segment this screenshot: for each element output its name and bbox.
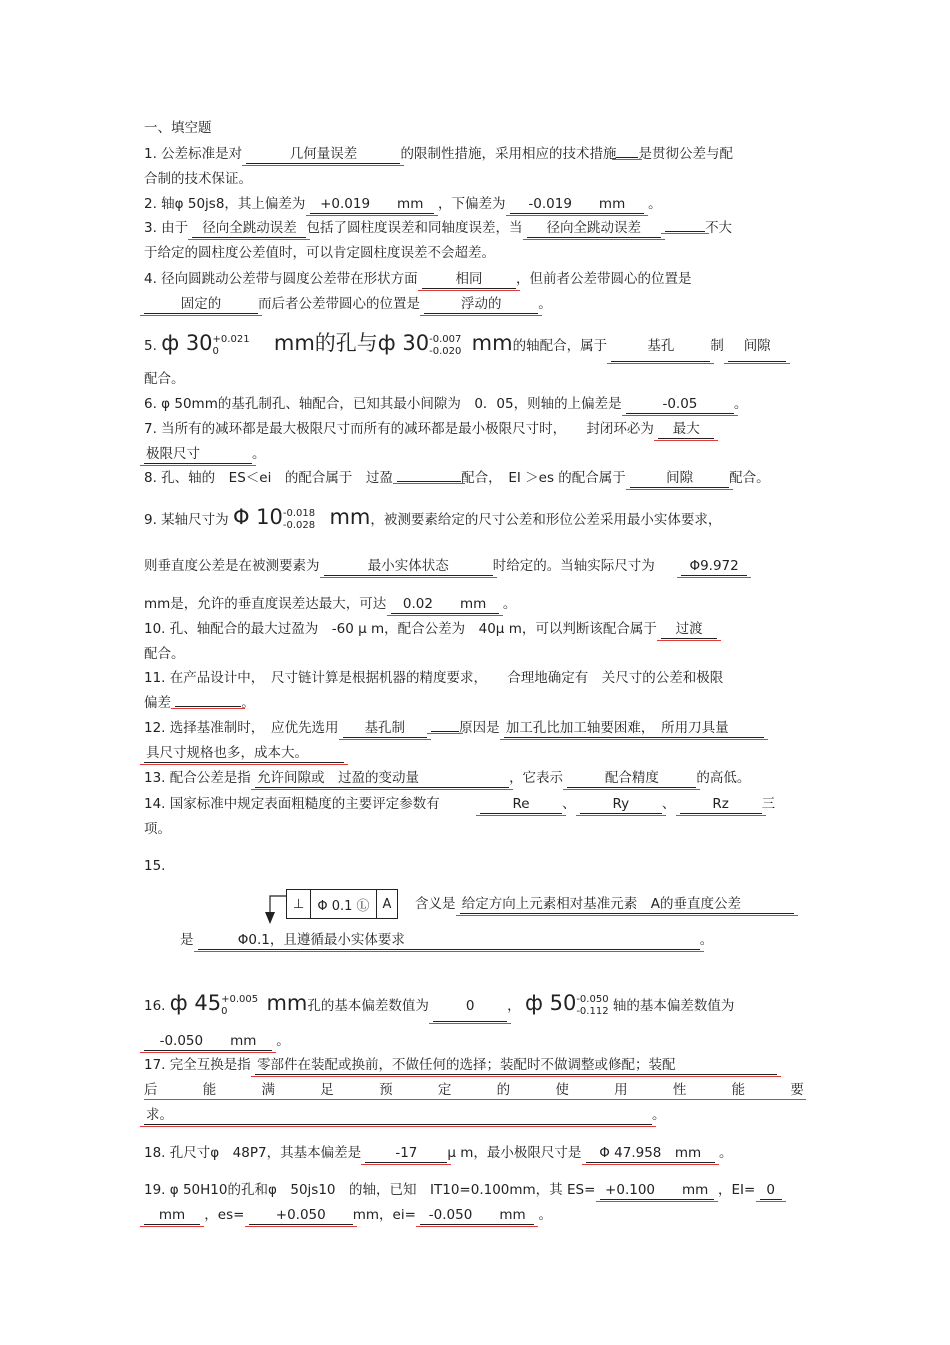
- question-11-cont: 偏差 。: [144, 695, 255, 711]
- answer-blank: 最小实体状态: [324, 557, 493, 576]
- question-14-cont: 项。: [144, 821, 171, 837]
- answer-blank: 基孔制: [343, 719, 427, 738]
- question-10: 10. 孔、轴配合的最大过盈为 -60 μ m，配合公差为 40μ m，可以判断该配合属于 过渡: [144, 620, 717, 639]
- answer-blank: -0.050 mm: [144, 1032, 272, 1051]
- question-13: 13. 配合公差是指 允许间隙或 过盈的变动量 ，它表示 配合精度 的高低。: [144, 770, 751, 786]
- answer-blank: 加工孔比加工轴要困难， 所用刀具量: [504, 719, 764, 738]
- datum-reference: A: [382, 896, 392, 912]
- question-5: 5. ф 30 +0.021 0 mm的孔与ф 30 -0.007 -0.020 mm的轴配合，属于 基孔 制 间隙: [144, 328, 786, 362]
- question-5-cont: 配合。: [144, 371, 185, 387]
- answer-blank: 配合精度: [567, 769, 696, 788]
- section-heading: 一、填空题: [144, 120, 212, 136]
- answer-blank: -0.019 mm: [510, 195, 644, 214]
- question-3-cont: 于给定的圆柱度公差值时，可以肯定圆柱度误差不会超差。: [144, 245, 495, 261]
- answer-blank: 径向全跳动误差: [527, 219, 661, 238]
- answer-blank: 固定的: [144, 295, 258, 314]
- question-15: 15.: [144, 858, 166, 874]
- question-15-cont: 是 Φ0.1，且遵循最小实体要求 。: [180, 932, 714, 948]
- question-10-cont: 配合。: [144, 646, 185, 662]
- question-14: 14. 国家标准中规定表面粗糙度的主要评定参数有 Re 、 Ry 、 Rz 三: [144, 796, 776, 812]
- question-1: 1. 公差标准是对 几何量误差 的限制性措施，采用相应的技术措施 是贯彻公差与配: [144, 146, 733, 162]
- question-15-meaning: 含义是 给定方向上元素相对基准元素 A的垂直度公差: [415, 895, 794, 914]
- question-9-cont: 则垂直度公差是在被测要素为 最小实体状态 时给定的。当轴实际尺寸为 Φ9.972: [144, 557, 747, 576]
- question-4: 4. 径向圆跳动公差带与圆度公差带在形状方面 相同 ，但前者公差带圆心的位置是: [144, 271, 692, 287]
- feature-control-frame: [286, 889, 398, 919]
- answer-blank: Re: [480, 795, 562, 814]
- question-19: 19. φ 50H10的孔和φ 50js10 的轴，已知 IT10=0.100mm，其 ES= +0.100 mm ，EI= 0: [144, 1181, 782, 1200]
- answer-blank: 过渡: [661, 620, 717, 639]
- answer-blank: 最大: [658, 420, 714, 439]
- question-17: 17. 完全互换是指 零部件在装配或换前，不做任何的选择；装配时不做调整或修配；装配: [144, 1056, 777, 1075]
- answer-blank: [431, 731, 459, 732]
- question-18: 18. 孔尺寸φ 48P7，其基本偏差是 -17 μ m，最小极限尺寸是 Φ 47.958 mm 。: [144, 1145, 733, 1161]
- answer-blank: -17: [365, 1144, 447, 1163]
- question-17-cont2: 求。 。: [146, 1107, 666, 1123]
- question-1-cont: 合制的技术保证。: [144, 171, 252, 187]
- answer-blank: [616, 157, 638, 158]
- answer-blank: +0.050: [249, 1206, 353, 1225]
- question-8: 8. 孔、轴的 ES＜ei 的配合属于 过盈 配合， EI ＞es 的配合属于 间隙 配合。: [144, 470, 770, 486]
- answer-blank: 0: [760, 1181, 782, 1200]
- answer-blank: [665, 231, 705, 232]
- answer-blank: -0.050 mm: [420, 1206, 534, 1225]
- question-2: 2. 轴φ 50js8，其上偏差为 +0.019 mm ，下偏差为 -0.019 mm 。: [144, 196, 662, 212]
- answer-blank: Φ9.972: [681, 557, 747, 576]
- answer-blank: +0.100 mm: [600, 1181, 714, 1200]
- answer-blank: Rz: [680, 795, 762, 814]
- answer-blank: 允许间隙或 过盈的变动量: [255, 769, 509, 788]
- answer-underline: [144, 1099, 806, 1100]
- question-11: 11. 在产品设计中， 尺寸链计算是根据机器的精度要求， 合理地确定有 关尺寸的公差和极限: [144, 670, 724, 686]
- question-9-cont2: mm是，允许的垂直度误差达最大，可达 0.02 mm 。: [144, 596, 517, 612]
- answer-blank: 径向全跳动误差: [192, 219, 306, 238]
- question-17-cont: 后 能 满 足 预 定 的 使 用 性 能 要: [144, 1082, 804, 1098]
- answer-blank: 0.02 mm: [391, 595, 499, 614]
- question-12-cont: [144, 744, 344, 763]
- perpendicularity-symbol: ⊥: [287, 890, 311, 918]
- answer-blank: Φ0.1，且遵循最小实体要求: [198, 931, 700, 950]
- answer-blank: 0: [433, 991, 507, 1022]
- answer-blank: +0.019 mm: [310, 195, 434, 214]
- answer-blank: 极限尺寸: [144, 445, 252, 464]
- answer-blank: [175, 706, 241, 707]
- question-16-cont: -0.050 mm 。: [144, 1032, 290, 1051]
- answer-blank: 浮动的: [424, 295, 538, 314]
- tolerance-value: Φ 0.1 Ⓛ: [311, 890, 376, 918]
- question-7-cont: 极限尺寸 。: [146, 446, 266, 462]
- answer-blank: Φ 47.958 mm: [586, 1144, 715, 1163]
- question-9: 9. 某轴尺寸为 Φ 10 -0.018 -0.028 mm，被测要素给定的尺寸公差和形位公差采用最小实体要求，: [144, 505, 722, 531]
- answer-blank: 几何量误差: [246, 145, 400, 164]
- question-12: 12. 选择基准制时， 应优先选用 基孔制 原因是 加工孔比加工轴要困难， 所用刀具量: [144, 719, 764, 738]
- answer-blank: -0.05: [626, 395, 734, 414]
- answer-blank: Ry: [580, 795, 662, 814]
- question-4-cont: 固定的 而后者公差带圆心的位置是 浮动的 。: [144, 295, 552, 314]
- question-19-cont: mm ，es= +0.050 mm，ei= -0.050 mm 。: [144, 1206, 552, 1225]
- answer-blank: mm: [144, 1206, 200, 1225]
- answer-blank: 间隙: [630, 469, 729, 488]
- answer-blank: 具尺寸规格也多，成本大。: [144, 744, 344, 763]
- question-7: 7. 当所有的减环都是最大极限尺寸而所有的减环都是最小极限尺寸时， 封闭环必为 最大: [144, 420, 714, 439]
- question-16: 16. ф 45 +0.005 0 mm孔的基本偏差数值为 0 ， ф 50 -0.050 -0.112 轴的基本偏差数值为: [144, 988, 734, 1022]
- answer-blank: 基孔: [611, 331, 710, 362]
- answer-blank: 求。: [144, 1106, 652, 1125]
- answer-blank: [397, 481, 461, 482]
- answer-blank: 相同: [422, 270, 516, 289]
- answer-blank: 零部件在装配或换前，不做任何的选择；装配时不做调整或修配；装配: [255, 1056, 777, 1075]
- question-6: 6. φ 50mm的基孔制孔、轴配合，已知其最小间隙为 0．05，则轴的上偏差是 -0.05 。: [144, 396, 748, 412]
- question-3: 3. 由于 径向全跳动误差 包括了圆柱度误差和同轴度误差，当 径向全跳动误差 不大: [144, 220, 733, 236]
- answer-blank: 间隙: [728, 331, 786, 362]
- answer-blank: 给定方向上元素相对基准元素 A的垂直度公差: [460, 895, 794, 914]
